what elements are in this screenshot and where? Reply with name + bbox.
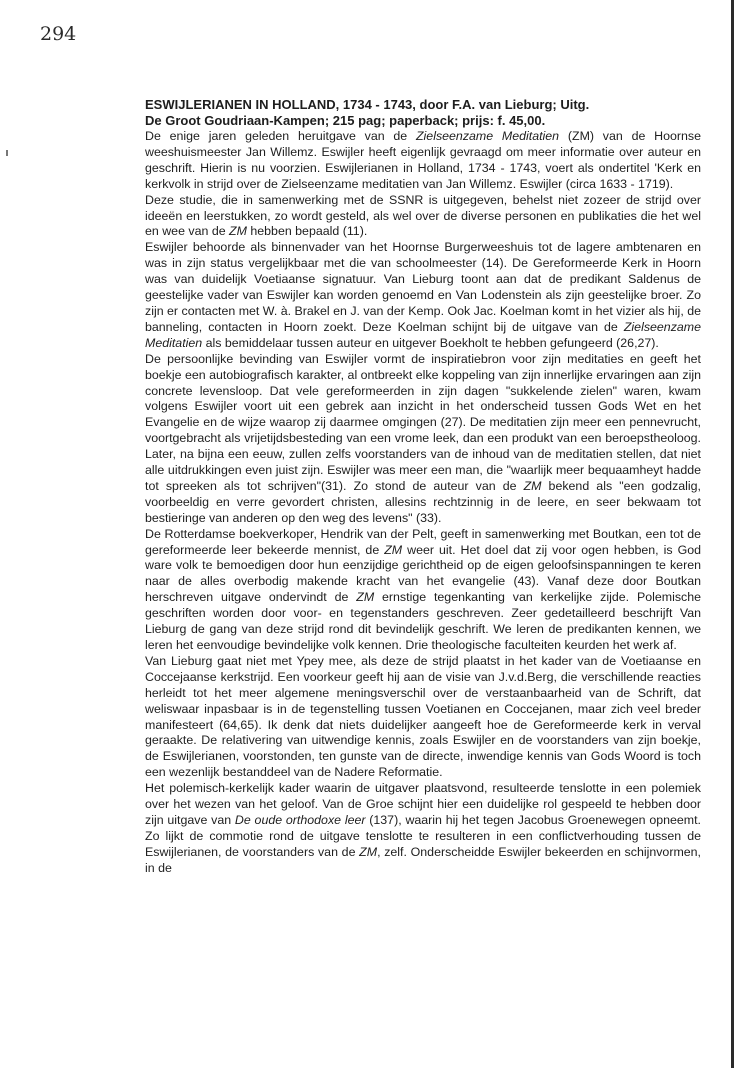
paragraph-2 xyxy=(145,193,701,241)
paragraph-4 xyxy=(145,352,701,527)
paragraph-text: (ZM) van de Hoornse weeshuismeester Jan Willemz. Eswijler heeft eigenlijk gevraagd om meer informatie over auteur en geschrift. Hierin is nu voorzien. Eswijlerianen in Holland, 1734 - 1743, voert als ondertitel 'Kerk en kerkvolk in strijd over de Zielseenzame meditatien van Jan Willemz. Eswijler (circa 1633 - 1719). xyxy=(145,129,701,191)
review-heading-line2: De Groot Goudriaan-Kampen; 215 pag; paperback; prijs: f. 45,00. xyxy=(145,113,546,128)
italic-title: Zielseenzame Meditatien xyxy=(145,319,701,350)
paragraph-text: als bemiddelaar tussen auteur en uitgever Boekholt te hebben gefungeerd (26,27). xyxy=(202,335,659,350)
paragraph-text: weer uit. Het doel dat zij voor ogen hebben, is God ware volk te bemoedigen door hun eenzijdige gerichtheid op de eigen geloofsinspanningen te keren naar de alles overbodig makende kracht van het evangelie (43). Vanaf deze door Boutkan herschreven uitgave ondervindt de xyxy=(145,542,701,605)
paragraph-6 xyxy=(145,654,701,781)
italic-title: ZM xyxy=(229,224,247,239)
paragraph-text: Het polemisch-kerkelijk kader waarin de uitgaver plaatsvond, resulteerde tenslotte in een polemiek over het wezen van het geloof. Van de Groe schijnt hier een duidelijke rol gespeeld te hebben door zijn uitgave van xyxy=(145,781,701,827)
paragraph-text: De Rotterdamse boekverkoper, Hendrik van der Pelt, geeft in samenwerking met Boutkan, een tot de gereformeerde leer bekeerde mennist, de xyxy=(145,526,701,557)
paragraph-5 xyxy=(145,527,701,654)
italic-title: ZM xyxy=(359,844,378,859)
paragraph-text: Eswijler behoorde als binnenvader van het Hoornse Burgerweeshuis tot de lagere ambtenaren en was in zijn status vergelijkbaar met die van schoolmeester (14). De Gereformeerde Kerk in Hoorn was van duidelijk Voetiaanse signatuur. Van Lieburg toont aan dat de predikant Saldenus de geestelijke vader van Eswijler kan worden genoemd en Van Lodenstein als zijn geestelijke broer. Zo zijn er contacten met W. à. Brakel en J. van der Kemp. Ook Jac. Koelman komt in het vizier als hij, de banneling, contacten in Hoorn zoekt. Deze Koelman schijnt bij de uitgave van de xyxy=(145,240,701,334)
paragraph-7 xyxy=(145,781,701,876)
paragraph-text: ernstige tegenkanting van kerkelijke zijde. Polemische geschriften worden door voor- en tegenstanders geschreven. Zeer gedetailleerd beschrijft Van Lieburg de gang van deze strijd rond dit bevindelijk geschrift. We leren de predikanten kennen, we leren het eenvoudige bevindelijke volk kennen. Drie theologische faculteiten keurden het werk af. xyxy=(145,590,701,652)
paragraph-text: (137), waarin hij het tegen Jacobus Groenewegen opneemt. Zo lijkt de commotie rond de uitgave tenslotte te resulteren in een conflictverhouding tussen de Eswijlerianen, de voorstanders van de xyxy=(145,812,701,859)
page-number: 294 xyxy=(40,23,77,45)
page-edge-rule xyxy=(731,0,734,1068)
review-heading xyxy=(145,97,701,129)
review-heading-line1: ESWIJLERIANEN IN HOLLAND, 1734 - 1743, door F.A. van Lieburg; Uitg. xyxy=(145,97,590,112)
italic-title: ZM xyxy=(384,542,403,557)
paragraph-text: bekend als "een godzalig, voorbeeldig en verre gevordert christen, allesins rechtzinnig in de leere, en seer bekwaam tot bestieringe van anderen op den weg des levens" (33). xyxy=(145,478,701,525)
paragraph-text: Van Lieburg gaat niet met Ypey mee, als deze de strijd plaatst in het kader van de Voetiaanse en Coccejaanse kerkstrijd. Een voorkeur geeft hij aan de visie van J.v.d.Berg, die verschillende reacties herleidt tot het meer algemene meningsverschil over de verstaanbaarheid van de Schrift, dat weliswaar inpasbaar is in de tegenstelling tussen Voetianen en Coccejanen, maar zich veel breder manifesteert (64,65). Ik denk dat niets duidelijker aangeeft hoe de Gereformeerde kerk in verval geraakte. De relativering van uitwendige kennis, zoals Eswijler en de voorstanders van zijn boekje, de Eswijlerianen, voorstonden, ten gunste van de directe, inwendige kennis van Gods Woord is toch een wezenlijk bestanddeel van de Nadere Reformatie. xyxy=(145,653,701,780)
italic-title: Zielseenzame Meditatien xyxy=(415,129,560,143)
paragraph-3 xyxy=(145,240,701,351)
italic-title: ZM xyxy=(523,478,542,493)
paragraph-text: Deze studie, die in samenwerking met de SSNR is uitgegeven, behelst niet zozeer de strijd over ideeën en leerstukken, zo wordt gesteld, als wel over de diverse personen en publikaties die het wel en wee van de xyxy=(145,192,701,239)
italic-title: ZM xyxy=(356,590,375,605)
paragraph-1 xyxy=(145,129,701,193)
margin-mark xyxy=(6,150,8,156)
paragraph-text: hebben bepaald (11). xyxy=(246,224,368,239)
paragraph-text: De persoonlijke bevinding van Eswijler vormt de inspiratiebron voor zijn meditaties en geeft het boekje een autobiografisch karakter, al ontbreekt elke koppeling van zijn innerlijke ervaringen aan zijn concrete levensloop. Dat vele gereformeerden in zijn dagen "sukkelende zielen" waren, kwam volgens Eswijler voort uit een gebrek aan inzicht in het onderscheid tussen Gods Wet en het Evangelie en de wijze waarop zij daarmee omgingen (27). De meditatien zijn meer een pennevrucht, voortgebracht als vrijetijdsbesteding van een vrome leek, dan een produkt van een beroepstheoloog. Later, na bijna een eeuw, zullen zelfs voorstanders van de inhoud van de meditatien stellen, dat niet alle uitdrukkingen even juist zijn. Eswijler was meer een man, die "waarlijk meer bequaamheyt hadde tot spreeken als tot schrijven"(31). Zo stond de auteur van de xyxy=(145,351,701,493)
paragraph-text: De enige jaren geleden heruitgave van de xyxy=(145,129,416,143)
review-article xyxy=(145,97,701,877)
italic-title: De oude orthodoxe leer xyxy=(234,812,366,827)
paragraph-text: , zelf. Onderscheidde Eswijler bekeerden en schijnvormen, in de xyxy=(145,844,701,875)
